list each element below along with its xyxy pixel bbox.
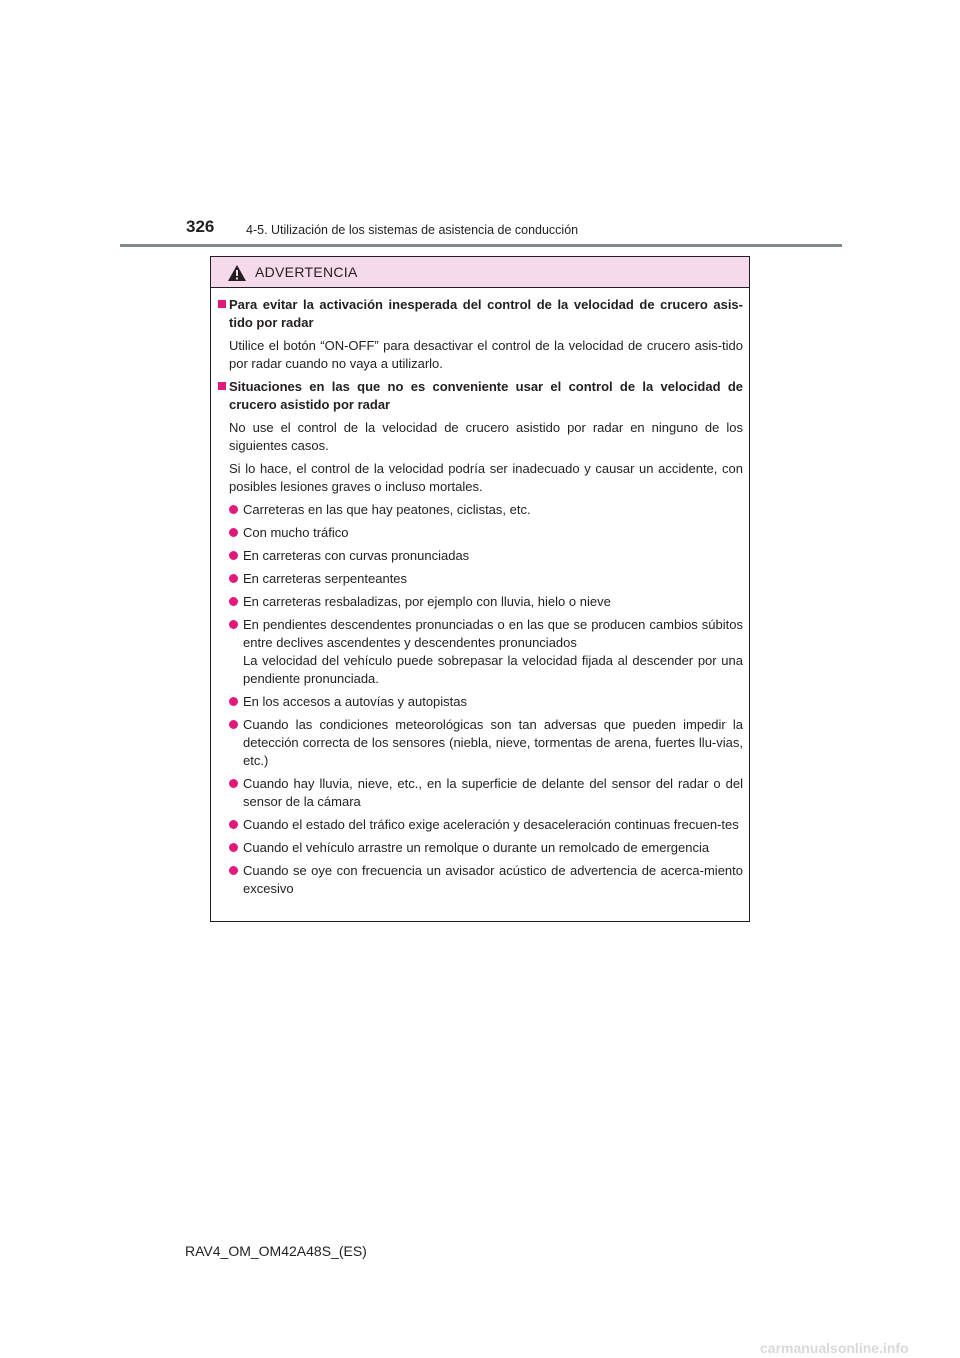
list-item-text: En carreteras resbaladizas, por ejemplo con lluvia, hielo o nieve [243, 594, 611, 609]
list-item [229, 716, 743, 770]
list-item-text: Cuando se oye con frecuencia un avisador acústico de advertencia de acerca-miento excesivo [243, 863, 743, 896]
warning-header [211, 257, 749, 288]
circle-bullet-icon [229, 597, 238, 606]
list-item [229, 693, 743, 711]
paragraph: No use el control de la velocidad de crucero asistido por radar en ninguno de los siguientes casos. [229, 420, 743, 453]
circle-bullet-icon [229, 720, 238, 729]
list-item [229, 547, 743, 565]
list-item [229, 816, 743, 834]
circle-bullet-icon [229, 820, 238, 829]
list-item-text: Carreteras en las que hay peatones, ciclistas, etc. [243, 502, 531, 517]
list-item-text: Cuando las condiciones meteorológicas son tan adversas que pueden impedir la detección correcta de los sensores (niebla, nieve, tormentas de arena, fuertes llu-vias, etc.) [243, 717, 743, 768]
square-bullet-icon [218, 382, 226, 390]
list-item-note: La velocidad del vehículo puede sobrepasar la velocidad fijada al descender por una pendiente pronunciada. [243, 653, 743, 686]
list-item [229, 524, 743, 542]
circle-bullet-icon [229, 574, 238, 583]
circle-bullet-icon [229, 843, 238, 852]
list-item [229, 839, 743, 857]
warning-section [218, 296, 743, 373]
warning-box [210, 256, 750, 922]
paragraph: Utilice el botón “ON-OFF” para desactivar el control de la velocidad de crucero asis-tido por radar cuando no vaya a utilizarlo. [229, 338, 743, 371]
watermark-logo [760, 1339, 950, 1357]
list-item-text: Cuando el vehículo arrastre un remolque o durante un remolcado de emergencia [243, 840, 710, 855]
page-number: 326 [186, 217, 215, 236]
list-item-text: En carreteras con curvas pronunciadas [243, 548, 470, 563]
list-item [229, 593, 743, 611]
list-item [229, 862, 743, 898]
circle-bullet-icon [229, 551, 238, 560]
circle-bullet-icon [229, 528, 238, 537]
manual-code: RAV4_OM_OM42A48S_(ES) [185, 1243, 367, 1259]
paragraph: Si lo hace, el control de la velocidad podría ser inadecuado y causar un accidente, con posibles lesiones graves o incluso mortales. [229, 461, 743, 494]
circle-bullet-icon [229, 505, 238, 514]
circle-bullet-icon [229, 620, 238, 629]
list-item [229, 616, 743, 688]
list-item [229, 501, 743, 519]
list-item [229, 570, 743, 588]
watermark-text: carmanualsonline.info [760, 1340, 909, 1356]
list-item-text: En carreteras serpenteantes [243, 571, 408, 586]
warning-triangle-icon [227, 264, 247, 282]
square-bullet-icon [218, 300, 226, 308]
list-item-text: Cuando el estado del tráfico exige aceleración y desaceleración continuas frecuen-tes [243, 817, 739, 832]
warning-section [218, 378, 743, 898]
warning-title: ADVERTENCIA [255, 264, 358, 280]
section-heading: Situaciones en las que no es conveniente usar el control de la velocidad de crucero asistido por radar [229, 379, 743, 412]
circle-bullet-icon [229, 779, 238, 788]
section-heading: Para evitar la activación inesperada del control de la velocidad de crucero asis-tido por radar [229, 297, 743, 330]
list-item-text: En pendientes descendentes pronunciadas o en las que se producen cambios súbitos entre declives ascendentes y descendentes pronunciados [243, 617, 743, 650]
list-item-text: En los accesos a autovías y autopistas [243, 694, 468, 709]
list-item-text: Cuando hay lluvia, nieve, etc., en la superficie de delante del sensor del radar o del sensor de la cámara [243, 776, 743, 809]
list-item [229, 775, 743, 811]
bullet-list [229, 501, 743, 898]
circle-bullet-icon [229, 697, 238, 706]
header-rule [120, 244, 842, 247]
warning-body [211, 288, 749, 898]
section-title: 4-5. Utilización de los sistemas de asistencia de conducción [246, 223, 579, 237]
list-item-text: Con mucho tráfico [243, 525, 349, 540]
circle-bullet-icon [229, 866, 238, 875]
